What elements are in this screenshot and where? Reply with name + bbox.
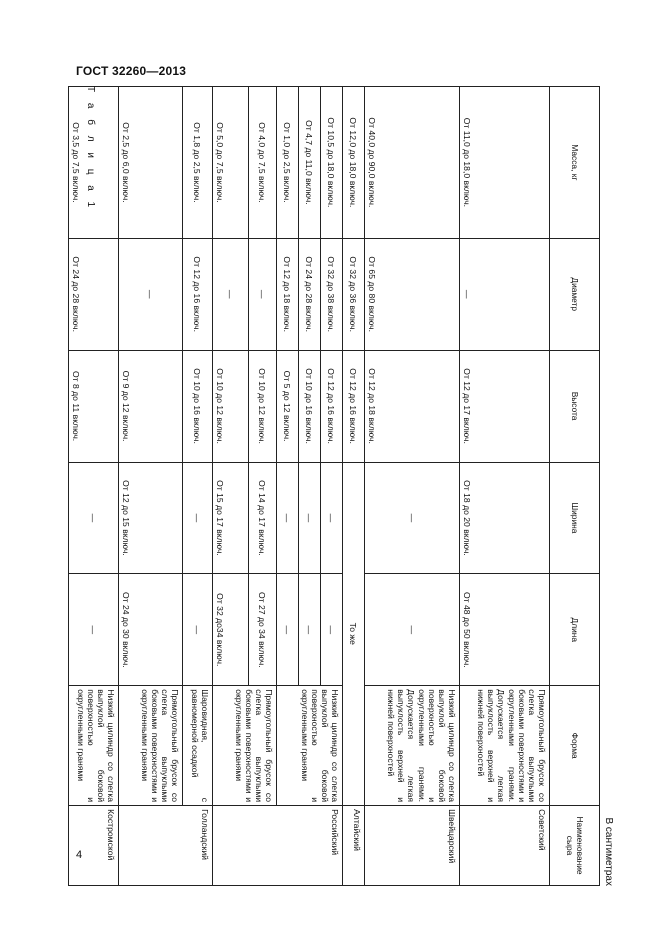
cell-mass: От 4,0 до 7,5 включ. (249, 87, 277, 239)
cell-width: От 12 до 15 включ. (119, 462, 183, 574)
cell-length: От 48 до 50 включ. (460, 574, 550, 686)
table-row (183, 87, 213, 886)
rotated-table-area (71, 86, 614, 886)
column-header-mass: Масса, кг (550, 87, 600, 239)
cell-length: — (365, 574, 460, 686)
cell-height: От 8 до 11 включ. (69, 350, 119, 462)
cell-height: От 9 до 12 включ. (119, 350, 183, 462)
cell-diameter: От 24 до 28 включ. (69, 238, 119, 350)
cell-cheese-name: Швейцарский (365, 806, 460, 886)
cell-length: — (299, 574, 321, 686)
cell-mass: От 10,5 до 18,0 включ. (321, 87, 343, 239)
cell-mass: От 40,0 до 90,0 включ. (365, 87, 460, 239)
cell-form: Прямоугольный брусок со слегка выпуклыми боковыми поверхностями и округленными гранями (213, 686, 277, 806)
cell-width: От 15 до 17 включ. (213, 462, 249, 574)
cell-height: От 10 до 12 включ. (249, 350, 277, 462)
cell-diameter: От 24 до 28 включ. (299, 238, 321, 350)
cell-width: — (299, 462, 321, 574)
cell-length: От 24 до 30 включ. (119, 574, 183, 686)
column-header-name: Наименование сыра (550, 806, 600, 886)
cell-mass: От 4,7 до 11,0 включ. (299, 87, 321, 239)
cell-height: От 12 до 18 включ. (365, 350, 460, 462)
cell-form: Прямоугольный брусок со слегка выпуклыми боковыми поверхностями и округленными гранями. Допускается легкая выпуклость верхней и нижней поверхностей (460, 686, 550, 806)
cell-diameter: — (460, 238, 550, 350)
table-row (119, 87, 183, 886)
cell-diameter: От 32 до 38 включ. (321, 238, 343, 350)
cell-diameter: — (213, 238, 249, 350)
cell-height: От 5 до 12 включ. (277, 350, 299, 462)
cell-form: Прямоугольный брусок со слегка выпуклыми боковыми поверхностями и округленными гранями (119, 686, 183, 806)
cell-diameter: От 65 до 80 включ. (365, 238, 460, 350)
cell-cheese-name: Костромской (69, 806, 119, 886)
table-row (343, 87, 365, 886)
cell-mass: От 5,0 до 7,5 включ. (213, 87, 249, 239)
cell-cheese-name: Советский (460, 806, 550, 886)
cell-width: От 14 до 17 включ. (249, 462, 277, 574)
cell-diameter: — (119, 238, 183, 350)
cheese-dimensions-table (68, 86, 600, 886)
cell-diameter: От 12 до 18 включ. (277, 238, 299, 350)
document-code: ГОСТ 32260—2013 (76, 64, 187, 78)
cell-form: Низкий цилиндр со слегка выпуклой боковой поверхностью и округленными гранями (277, 686, 343, 806)
cell-form: Шаровидная, с равномерной осадкой (183, 686, 213, 806)
cell-width: — (69, 462, 119, 574)
cell-height: От 12 до 16 включ. (321, 350, 343, 462)
cell-length: — (183, 574, 213, 686)
cell-width: — (321, 462, 343, 574)
table-row (460, 87, 550, 886)
cell-mass: От 1,0 до 2,5 включ. (277, 87, 299, 239)
cell-form: Низкий цилиндр со слегка выпуклой боковой поверхностью и округленными гранями (69, 686, 119, 806)
cell-width: От 18 до 20 включ. (460, 462, 550, 574)
cell-height: От 12 до 17 включ. (460, 350, 550, 462)
cell-mass: От 3,5 до 7,5 включ. (69, 87, 119, 239)
cell-form-same: То же (343, 462, 365, 806)
column-header-diameter: Диаметр (550, 238, 600, 350)
cell-height: От 12 до 16 включ. (343, 350, 365, 462)
table-caption: Т а б л и ц а 1 (85, 86, 96, 212)
cell-diameter: От 12 до 16 включ. (183, 238, 213, 350)
cell-mass: От 12,0 до 18,0 включ. (343, 87, 365, 239)
cell-height: От 10 до 16 включ. (299, 350, 321, 462)
page-number: 4 (76, 849, 83, 861)
cell-width: — (277, 462, 299, 574)
cell-length: — (69, 574, 119, 686)
cell-length: — (277, 574, 299, 686)
cell-cheese-name: Голландский (119, 806, 213, 886)
column-header-length: Длина (550, 574, 600, 686)
cell-mass: От 1,8 до 2,5 включ. (183, 87, 213, 239)
cell-mass: От 2,5 до 6,0 включ. (119, 87, 183, 239)
cell-form: Низкий цилиндр со слегка выпуклой боковой поверхностью и округленными гранями. Допускается легкая выпуклость верхней и нижней поверхностей (365, 686, 460, 806)
cell-width: — (365, 462, 460, 574)
cell-mass: От 11,0 до 18,0 включ. (460, 87, 550, 239)
cell-length: — (321, 574, 343, 686)
cell-cheese-name: Российский (213, 806, 343, 886)
cell-length: От 32 до34 включ. (213, 574, 249, 686)
table-row (321, 87, 343, 886)
cell-cheese-name: Алтайский (343, 806, 365, 886)
table-row (249, 87, 277, 886)
cell-diameter: — (249, 238, 277, 350)
cell-height: От 10 до 12 включ. (213, 350, 249, 462)
column-header-form: Форма (550, 686, 600, 806)
cell-height: От 10 до 16 включ. (183, 350, 213, 462)
column-header-width: Ширина (550, 462, 600, 574)
units-note: В сантиметрах (603, 817, 614, 886)
table-header-row (550, 87, 600, 886)
cell-length: От 27 до 34 включ. (249, 574, 277, 686)
table-row (365, 87, 460, 886)
cell-width: — (183, 462, 213, 574)
column-header-height: Высота (550, 350, 600, 462)
cell-diameter: От 32 до 36 включ. (343, 238, 365, 350)
